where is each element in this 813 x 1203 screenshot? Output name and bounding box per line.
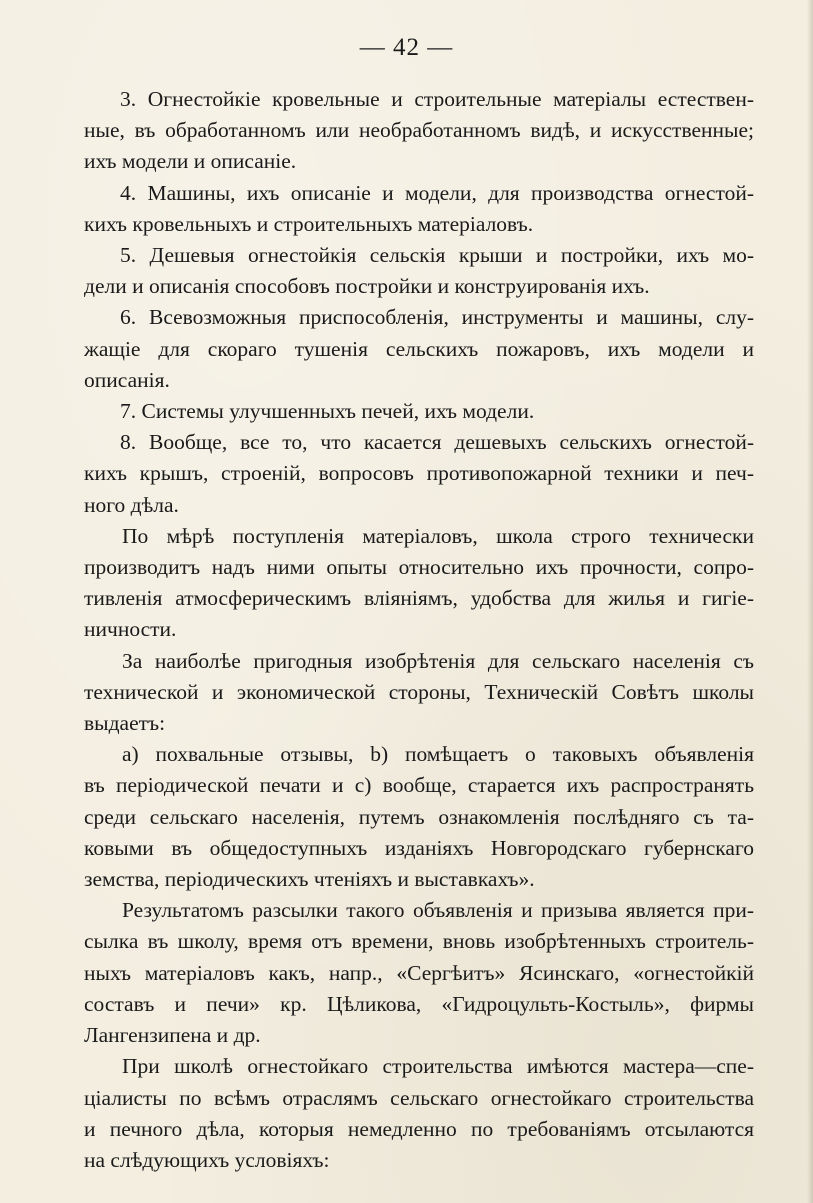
- text-line: При школѣ огнестойкаго строительства имѣются мастера—спе-: [122, 1054, 754, 1079]
- text-line: Лангензипена и др.: [84, 1023, 261, 1048]
- text-line: описанія.: [84, 367, 170, 392]
- text-line: кихъ кровельныхъ и строительныхъ матеріаловъ.: [84, 211, 534, 236]
- text-line: ные, въ обработанномъ или необработанномъ видѣ, и искусственные;: [84, 118, 754, 143]
- text-line: сылка въ школу, время отъ времени, вновь изобрѣтенныхъ строитель-: [84, 929, 754, 954]
- text-line: и печного дѣла, которыя немедленно по требованіямъ отсылаются: [84, 1116, 754, 1141]
- text-line: 7. Системы улучшенныхъ печей, ихъ модели.: [120, 399, 535, 424]
- text-line: жащіе для скораго тушенія сельскихъ пожаровъ, ихъ модели и: [84, 336, 754, 361]
- text-line: 5. Дешевыя огнестойкія сельскія крыши и постройки, ихъ мо-: [120, 243, 754, 268]
- body-text: [84, 84, 754, 1176]
- text-line: на слѣдующихъ условіяхъ:: [84, 1147, 330, 1172]
- text-line: ковыми въ общедоступныхъ изданіяхъ Новгородскаго губернскаго: [84, 835, 754, 860]
- text-line: среди сельскаго населенія, путемъ ознакомленія послѣдняго съ та-: [84, 804, 754, 829]
- text-line: ного дѣла.: [84, 492, 179, 517]
- text-line: земства, періодическихъ чтеніяхъ и выставкахъ».: [84, 867, 535, 892]
- text-line: За наиболѣе пригодныя изобрѣтенія для сельскаго населенія съ: [122, 648, 754, 673]
- text-line: 8. Вообще, все то, что касается дешевыхъ сельскихъ огнестой-: [120, 430, 754, 455]
- page-number: — 42 —: [359, 34, 454, 61]
- text-line: 6. Всевозможныя приспособленія, инструменты и машины, слу-: [120, 305, 754, 330]
- text-line: По мѣрѣ поступленія матеріаловъ, школа строго технически: [122, 523, 754, 548]
- text-line: тивленія атмосферическимъ вліяніямъ, удобства для жилья и гигіе-: [84, 586, 754, 611]
- text-line: въ періодической печати и с) вообще, старается ихъ распространять: [84, 773, 754, 798]
- text-line: кихъ крышъ, строеній, вопросовъ противопожарной техники и печ-: [84, 461, 754, 486]
- text-line: ныхъ матеріаловъ какъ, напр., «Сергѣитъ» Ясинскаго, «огнестойкій: [84, 960, 754, 985]
- text-line: технической и экономической стороны, Техническій Совѣтъ школы: [84, 679, 754, 704]
- text-line: ціалисты по всѣмъ отраслямъ сельскаго огнестойкаго строительства: [84, 1085, 754, 1110]
- text-line: составъ и печи» кр. Цѣликова, «Гидроцульть-Костыль», фирмы: [84, 991, 754, 1016]
- text-line: a) похвальные отзывы, b) помѣщаетъ о таковыхъ объявленія: [122, 742, 754, 767]
- text-line: ничности.: [84, 617, 177, 642]
- text-line: выдаетъ:: [84, 711, 166, 736]
- text-line: Результатомъ разсылки такого объявленія и призыва является при-: [122, 898, 754, 923]
- text-line: дели и описанія способовъ постройки и конструированія ихъ.: [84, 274, 650, 299]
- text-line: 4. Машины, ихъ описаніе и модели, для производства огнестой-: [120, 180, 754, 205]
- text-line: ихъ модели и описаніе.: [84, 149, 297, 174]
- text-line: 3. Огнестойкіе кровельные и строительные матеріалы естествен-: [120, 87, 754, 111]
- text-line: производитъ надъ ними опыты относительно ихъ прочности, сопро-: [84, 555, 754, 580]
- page-edge-shadow: [807, 0, 813, 1203]
